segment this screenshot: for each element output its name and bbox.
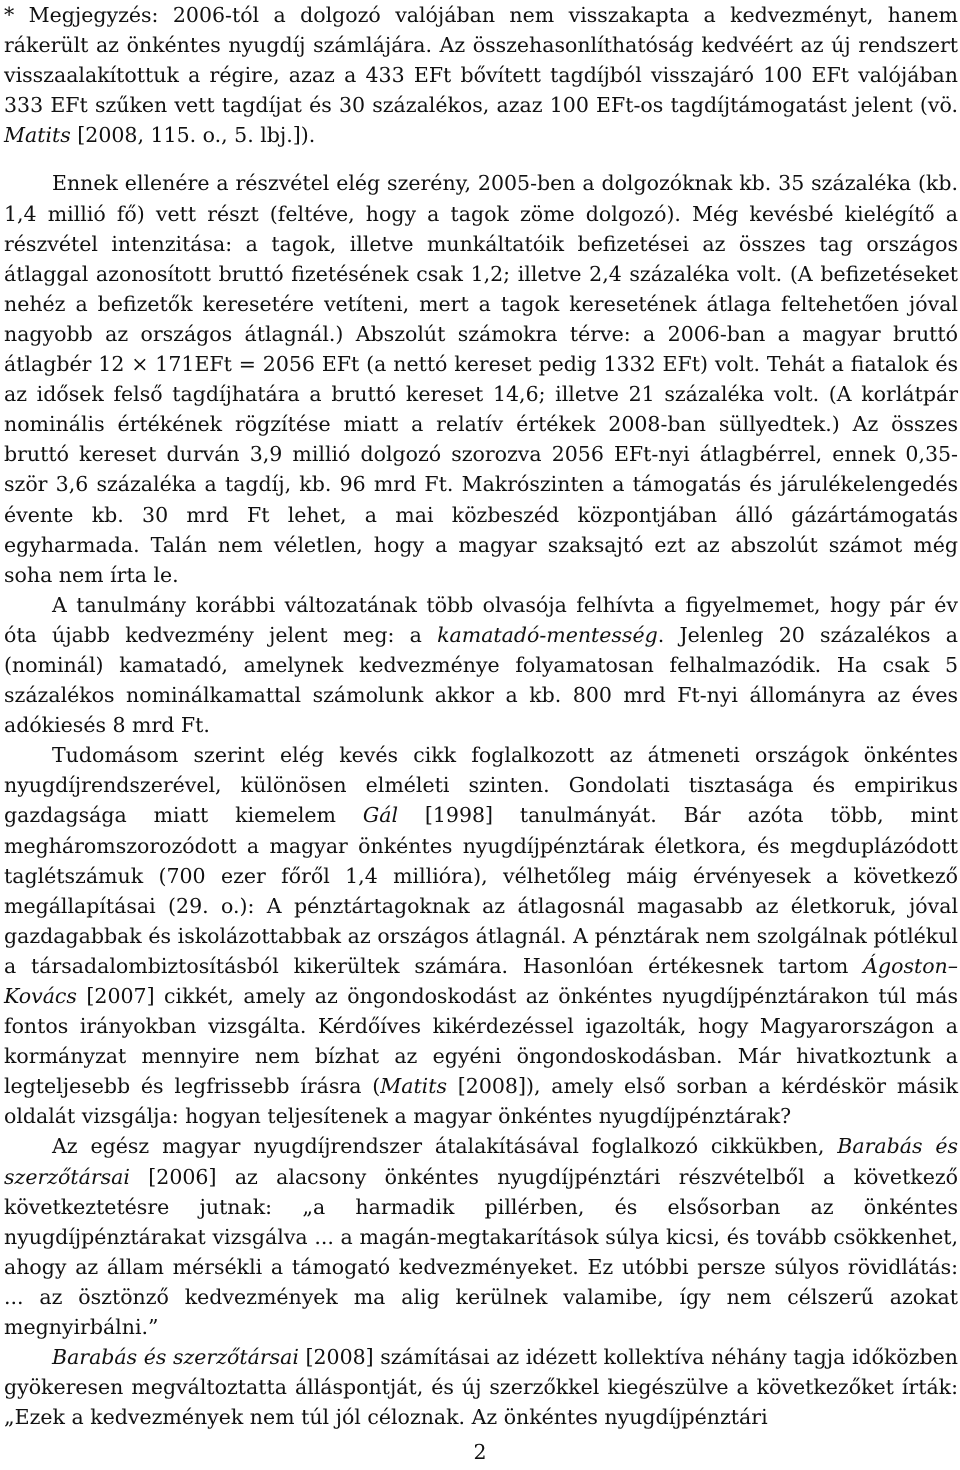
paragraph-3-text-b: [1998] tanulmányát. Bár azóta több, mint megháromszorozódott a magyar önkéntes nyugdíjpénztárak életkora, és megduplázódott taglétszámuk (700 ezer főről 1,4 millióra), vélhetőleg máig érvényesek a következő megállapításai (29. o.): A pénztártagoknak az átlagosnál magasabb az életkoruk, jóval gazdagabbak és iskolázottabbak az országos átlagnál. A pénztárak nem szolgálnak pótlékul a társadalombiztosításból kikerültek számára. Hasonlóan értékesnek tartom — [4, 803, 958, 978]
document-page — [4, 0, 958, 1432]
paragraph-literature — [4, 740, 958, 1131]
paragraph-interest-tax — [4, 590, 958, 740]
paragraph-4-author-barabas: Barabás és szerzőtársai — [4, 1134, 959, 1189]
paragraph-3-text-d: [2008]), amely első sorban a kérdéskör másik oldalát vizsgálja: hogyan teljesítenek a magyar önkéntes nyugdíjpénztárak? — [4, 1074, 958, 1129]
paragraph-participation — [4, 168, 958, 589]
footnote — [4, 0, 958, 150]
paragraph-barabas-2008 — [4, 1342, 958, 1432]
paragraph-5-author-barabas: Barabás és szerzőtársai — [52, 1345, 299, 1370]
footnote-text-1: * Megjegyzés: 2006-tól a dolgozó valójában nem visszakapta a kedvezményt, hanem rákerült az önkéntes nyugdíj számlájára. Az összehasonlíthatóság kedvéért az új rendszert visszaalakítottuk a régire, azaz a 433 EFt bővített tagdíjból visszajáró 100 EFt valójában 333 EFt szűken vett tagdíjat és 30 százalékos, azaz 100 EFt-os tagdíjtámogatást jelent (vö. — [4, 3, 958, 118]
paragraph-2-text-a: A tanulmány korábbi változatának több olvasója felhívta a figyelmemet, hogy pár év óta újabb kedvezmény jelent meg: a — [4, 592, 958, 647]
paragraph-3-text-c: [2007] cikkét, amely az öngondoskodást az önkéntes nyugdíjpénztárakon túl más fontos irányokban vizsgálta. Kérdőíves kikérdezéssel igazolták, hogy Magyarországon a kormányzat mennyire nem bízhat az egyéni öngondoskodásban. Már hivatkoztunk a legteljesebb és legfrissebb írásra ( — [4, 984, 958, 1099]
paragraph-barabas-2006 — [4, 1131, 958, 1342]
page-number: 2 — [473, 1440, 487, 1464]
paragraph-4-text-a: Az egész magyar nyugdíjrendszer átalakításával foglalkozó cikkükben, — [52, 1134, 838, 1159]
paragraph-3-author-matits: Matits — [380, 1074, 447, 1099]
paragraph-3-author-agoston-kovacs: Ágoston–Kovács — [4, 953, 958, 1008]
paragraph-5-text-b: [2008] számításai az idézett kollektíva néhány tagja időközben gyökeresen megváltoztatta álláspontját, és új szerzőkkel kiegészülve a következőket írták: „Ezek a kedvezmények nem túl jól céloznak. Az önkéntes nyugdíjpénztári — [4, 1345, 959, 1430]
paragraph-3-author-gal: Gál — [362, 803, 398, 828]
footnote-cited-author: Matits — [4, 123, 71, 148]
paragraph-2-italic-term: kamatadó-mentesség — [437, 622, 658, 647]
paragraph-3-text-a: Tudomásom szerint elég kevés cikk foglalkozott az átmeneti országok önkéntes nyugdíjrendszerével, különösen elméleti szinten. Gondolati tisztasága és empirikus gazdagsága miatt kiemelem — [4, 743, 958, 828]
paragraph-4-text-b: [2006] az alacsony önkéntes nyugdíjpénztári részvételből a következő következtetésre jutnak: „a harmadik pillérben, és elsősorban az önkéntes nyugdíjpénztárakat vizsgálva ... a magán-megtakarítások súlya kicsi, és tovább csökkenhet, ahogy az állam mérsékli a támogató kedvezményeket. Ez utóbbi persze súlyos rövidlátás: ... az ösztönző kedvezmények ma alig kerülnek valamibe, így nem célszerű azokat megnyirbálni.” — [4, 1164, 958, 1340]
footnote-text-2: [2008, 115. o., 5. lbj.]). — [70, 123, 316, 148]
paragraph-2-text-b: . Jelenleg 20 százalékos a (nominál) kamatadó, amelynek kedvezménye folyamatosan felhalmazódik. Ha csak 5 százalékos nominálkamattal számolunk akkor a kb. 800 mrd Ft-nyi állományra az éves adókiesés 8 mrd Ft. — [4, 622, 958, 738]
paragraph-1-text: Ennek ellenére a részvétel elég szerény, 2005-ben a dolgozóknak kb. 35 százaléka (kb. 1,4 millió fő) vett részt (feltéve, hogy a tagok zöme dolgozó). Még kevésbé kielégítő a részvétel intenzitása: a tagok, illetve munkáltatóik befizetései az összes tag országos átlaggal azonosított bruttó fizetésének csak 1,2; illetve 2,4 százaléka volt. (A befizetéseket nehéz a befizetők keresetére vetíteni, mert a tagok keresetének átlaga feltehetően jóval nagyobb az országos átlagnál.) Abszolút számokra térve: a 2006-ban a magyar bruttó átlagbér 12 × 171EFt = 2056 EFt (a nettó kereset pedig 1332 EFt) volt. Tehát a fiatalok és az idősek felső tagdíjhatára a bruttó kereset 14,6; illetve 21 százaléka volt. (A korlátpár nominális értékének rögzítése miatt a relatív értékek 2008-ban süllyedtek.) Az összes bruttó kereset durván 3,9 millió dolgozó szorozva 2056 EFt-nyi átlagbérrel, ennek 0,35-ször 3,6 százaléka a tagdíj, kb. 96 mrd Ft. Makrószinten a támogatás és járulékelengedés évente kb. 30 mrd Ft lehet, a mai közbeszéd központjában álló gázártámogatás egyharmada. Talán nem véletlen, hogy a magyar szaksajtó ezt az abszolút számot még soha nem írta le. — [4, 171, 958, 587]
